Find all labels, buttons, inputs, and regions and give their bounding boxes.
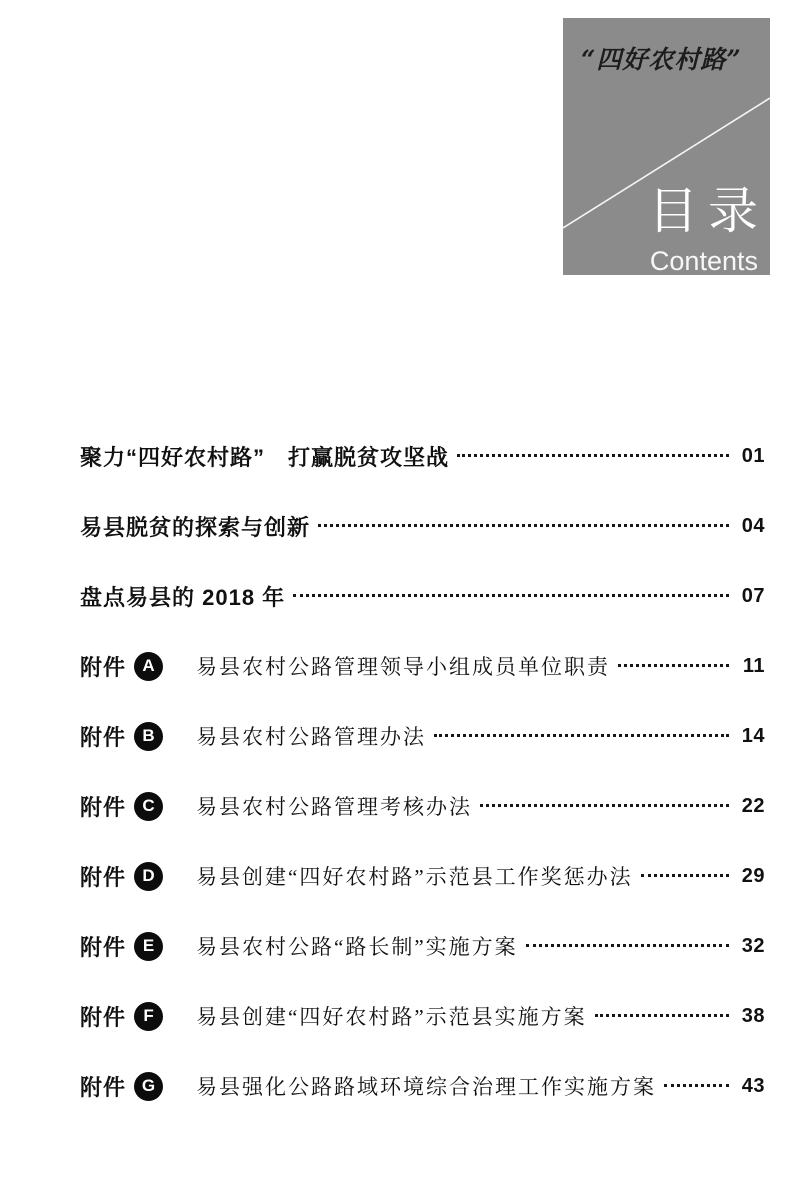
attachment-letter-badge: C (134, 792, 163, 821)
attachment-label: 附件 (80, 1074, 127, 1100)
attachment-letter-badge: B (134, 722, 163, 751)
attachment-label: 附件 (80, 724, 127, 750)
dot-leader (293, 594, 729, 597)
toc-entry-title: 易县创建“四好农村路”示范县工作奖惩办法 (196, 865, 633, 889)
attachment-letter-badge: E (134, 932, 163, 961)
toc-entry (80, 1001, 765, 1031)
dot-leader (664, 1084, 729, 1087)
attachment-letter-badge: G (134, 1072, 163, 1101)
attachment-label: 附件 (80, 1004, 127, 1030)
page-title: 目录 (648, 183, 768, 239)
toc-entry (80, 721, 765, 751)
toc-entry-page: 22 (741, 794, 765, 817)
toc-entry-title: 易县农村公路管理考核办法 (196, 795, 473, 819)
toc-entry (80, 511, 765, 541)
toc-entry (80, 651, 765, 681)
toc-entry-title: 易县强化公路路域环境综合治理工作实施方案 (196, 1075, 657, 1099)
toc-entry-title: 易县农村公路管理办法 (196, 725, 427, 749)
toc-entry (80, 441, 765, 471)
dot-leader (434, 734, 729, 737)
toc-entry-page: 07 (741, 584, 765, 607)
attachment-label: 附件 (80, 654, 127, 680)
attachment-letter-badge: A (134, 652, 163, 681)
toc-entry-title: 易县创建“四好农村路”示范县实施方案 (196, 1005, 587, 1029)
dot-leader (457, 454, 729, 457)
toc-entry (80, 581, 765, 611)
brand-calligraphy: “四好农村路” (581, 45, 742, 74)
toc-entry-page: 14 (741, 724, 765, 747)
toc-entry-title: 易县农村公路管理领导小组成员单位职责 (196, 655, 611, 679)
dot-leader (641, 874, 729, 877)
toc-list (80, 441, 765, 1141)
attachment-label: 附件 (80, 864, 127, 890)
toc-entry (80, 861, 765, 891)
attachment-letter-badge: F (134, 1002, 163, 1031)
toc-entry-title: 聚力“四好农村路” 打赢脱贫攻坚战 (80, 444, 450, 470)
toc-entry-page: 11 (742, 654, 765, 677)
toc-entry (80, 931, 765, 961)
dot-leader (480, 804, 729, 807)
toc-entry (80, 791, 765, 821)
attachment-label: 附件 (80, 794, 127, 820)
dot-leader (618, 664, 729, 667)
attachment-label: 附件 (80, 934, 127, 960)
attachment-letter-badge: D (134, 862, 163, 891)
toc-entry-title: 易县农村公路“路长制”实施方案 (196, 935, 518, 959)
toc-entry-title: 易县脱贫的探索与创新 (80, 514, 311, 540)
dot-leader (318, 524, 729, 527)
page-title-english: Contents (649, 246, 758, 276)
toc-entry (80, 1071, 765, 1101)
toc-entry-title: 盘点易县的 2018 年 (80, 584, 286, 610)
header-panel (563, 18, 770, 275)
toc-entry-page: 29 (741, 864, 765, 887)
toc-entry-page: 01 (741, 444, 765, 467)
dot-leader (595, 1014, 729, 1017)
toc-entry-page: 38 (741, 1004, 765, 1027)
toc-entry-page: 04 (741, 514, 765, 537)
dot-leader (526, 944, 729, 947)
toc-entry-page: 43 (741, 1074, 765, 1097)
toc-entry-page: 32 (741, 934, 765, 957)
